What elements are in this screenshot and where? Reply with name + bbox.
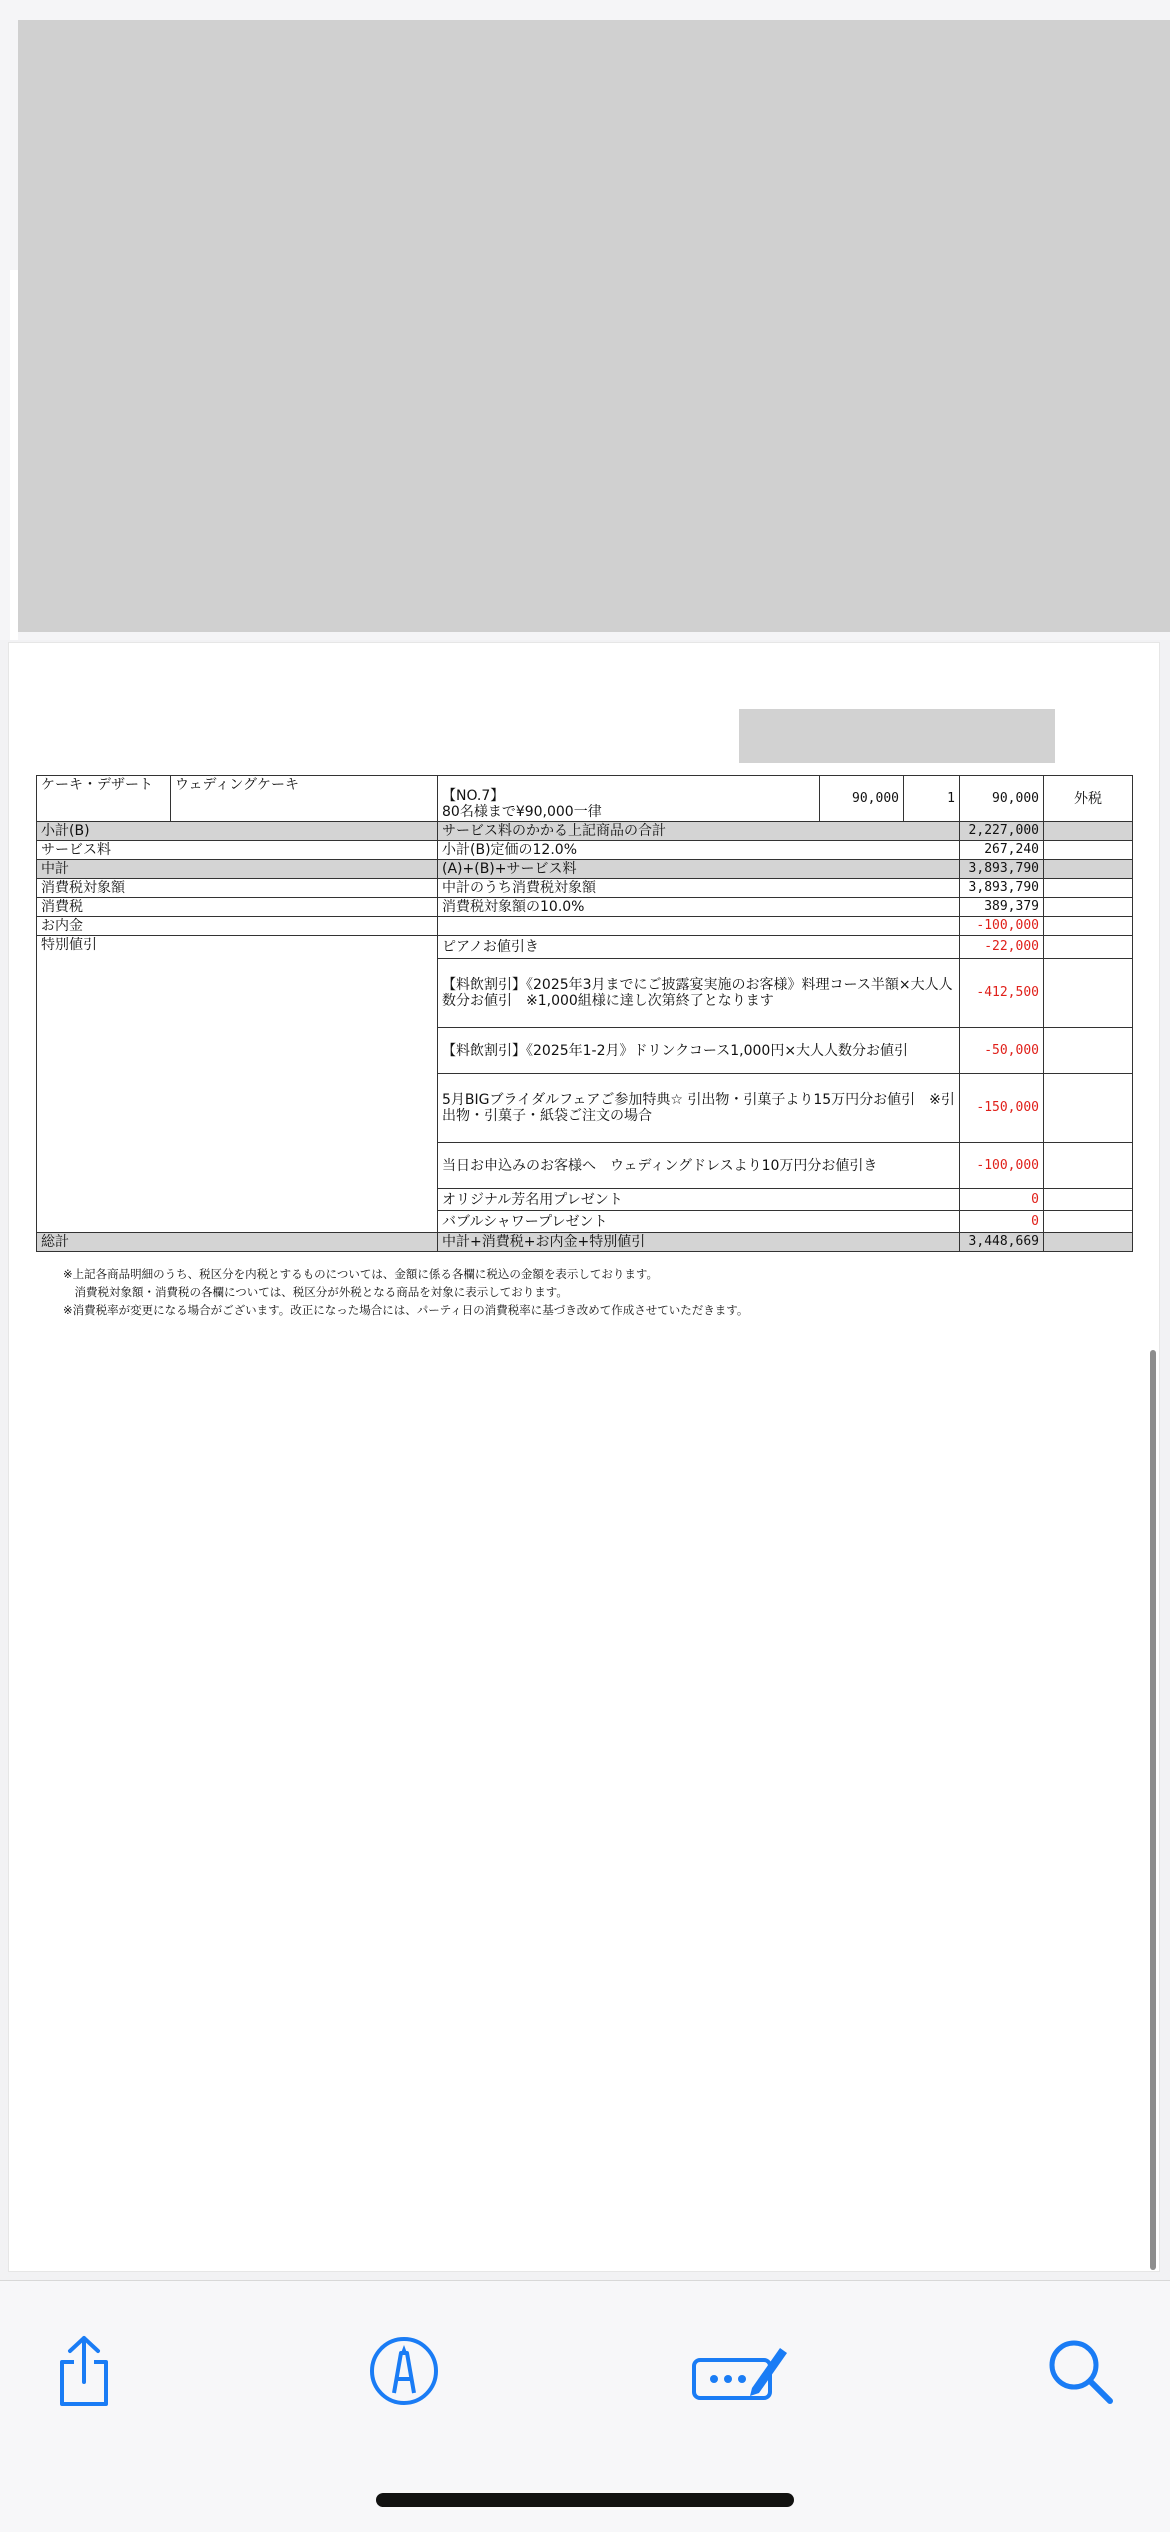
footnote: ※上記各商品明細のうち、税区分を内税とするものについては、金額に係る各欄に税込の金額を表示しております。 [63, 1267, 658, 1281]
service-label: サービス料 [37, 841, 438, 860]
item-desc-line1: 【NO.7】 [442, 788, 505, 804]
discount-row [37, 936, 1133, 959]
total-amount: 3,448,669 [960, 1233, 1044, 1252]
deposit-row [37, 917, 1133, 936]
discount-amount: -22,000 [960, 936, 1044, 959]
footnote: ※消費税率が変更になる場合がございます。改正になった場合には、パーティ日の消費税率に基づき改めて作成させていただきます。 [63, 1303, 749, 1317]
discount-amount: -50,000 [960, 1028, 1044, 1074]
taxable-label: 消費税対象額 [37, 879, 438, 898]
estimate-table [36, 775, 1133, 1252]
item-tax: 外税 [1044, 776, 1133, 822]
tax-amount: 389,379 [960, 898, 1044, 917]
signature-button[interactable] [690, 2331, 790, 2411]
tax-row [37, 898, 1133, 917]
share-button[interactable] [44, 2331, 124, 2411]
share-icon [52, 2334, 116, 2408]
item-qty: 1 [904, 776, 960, 822]
deposit-label: お内金 [37, 917, 438, 936]
subtotal-desc: サービス料のかかる上記商品の合計 [438, 822, 960, 841]
previous-page [0, 0, 1170, 640]
subtotal-row [37, 822, 1133, 841]
tax-desc: 消費税対象額の10.0% [438, 898, 960, 917]
discount-amount: -150,000 [960, 1074, 1044, 1143]
discount-amount: 0 [960, 1189, 1044, 1211]
search-icon [1044, 2335, 1116, 2407]
discount-desc: ピアノお値引き [438, 936, 960, 959]
subtotal-amount: 2,227,000 [960, 822, 1044, 841]
midtotal-row [37, 860, 1133, 879]
total-desc: 中計+消費税+お内金+特別値引 [438, 1233, 960, 1252]
footnote: 消費税対象額・消費税の各欄については、税区分が外税となる商品を対象に表示しております。 [63, 1285, 568, 1299]
discount-desc: バブルシャワープレゼント [438, 1211, 960, 1233]
item-category: ケーキ・デザート [37, 776, 171, 822]
scrollbar[interactable] [1150, 1350, 1156, 2270]
discount-amount: -412,500 [960, 959, 1044, 1028]
page-edge [10, 270, 18, 640]
document-page[interactable] [8, 642, 1160, 2272]
discount-desc: 【料飲割引】《2025年1-2月》ドリンクコース1,000円×大人人数分お値引 [438, 1028, 960, 1074]
tax-label: 消費税 [37, 898, 438, 917]
taxable-amount: 3,893,790 [960, 879, 1044, 898]
discount-desc: 当日お申込みのお客様へ ウェディングドレスより10万円分お値引き [438, 1143, 960, 1189]
item-amount: 90,000 [960, 776, 1044, 822]
home-indicator[interactable] [376, 2493, 794, 2507]
markup-button[interactable] [364, 2331, 444, 2411]
item-desc-line2: 80名様まで¥90,000一律 [442, 804, 602, 820]
service-row [37, 841, 1133, 860]
item-name: ウェディングケーキ [171, 776, 438, 822]
subtotal-label: 小計(B) [37, 822, 438, 841]
total-label: 総計 [37, 1233, 438, 1252]
taxable-desc: 中計のうち消費税対象額 [438, 879, 960, 898]
discount-amount: -100,000 [960, 1143, 1044, 1189]
signature-icon [690, 2336, 790, 2406]
discount-desc: 5月BIGブライダルフェアご参加特典☆ 引出物・引菓子より15万円分お値引 ※引出物・引菓子・紙袋ご注文の場合 [438, 1074, 960, 1143]
discount-label: 特別値引 [37, 936, 438, 1233]
total-row [37, 1233, 1133, 1252]
item-description [438, 776, 820, 822]
midtotal-desc: (A)+(B)+サービス料 [438, 860, 960, 879]
midtotal-amount: 3,893,790 [960, 860, 1044, 879]
footnotes [63, 1265, 748, 1319]
discount-amount: 0 [960, 1211, 1044, 1233]
table-row [37, 776, 1133, 822]
search-button[interactable] [1040, 2331, 1120, 2411]
deposit-amount: -100,000 [960, 917, 1044, 936]
bottom-toolbar [0, 2280, 1170, 2532]
discount-desc: オリジナル芳名用プレゼント [438, 1189, 960, 1211]
discount-desc: 【料飲割引】《2025年3月までにご披露宴実施のお客様》料理コース半額×大人人数分お値引 ※1,000組様に達し次第終了となります [438, 959, 960, 1028]
midtotal-label: 中計 [37, 860, 438, 879]
service-amount: 267,240 [960, 841, 1044, 860]
item-unit-price: 90,000 [820, 776, 904, 822]
service-desc: 小計(B)定価の12.0% [438, 841, 960, 860]
taxable-row [37, 879, 1133, 898]
markup-icon [368, 2335, 440, 2407]
redacted-area [18, 20, 1170, 632]
redacted-box [739, 709, 1055, 763]
